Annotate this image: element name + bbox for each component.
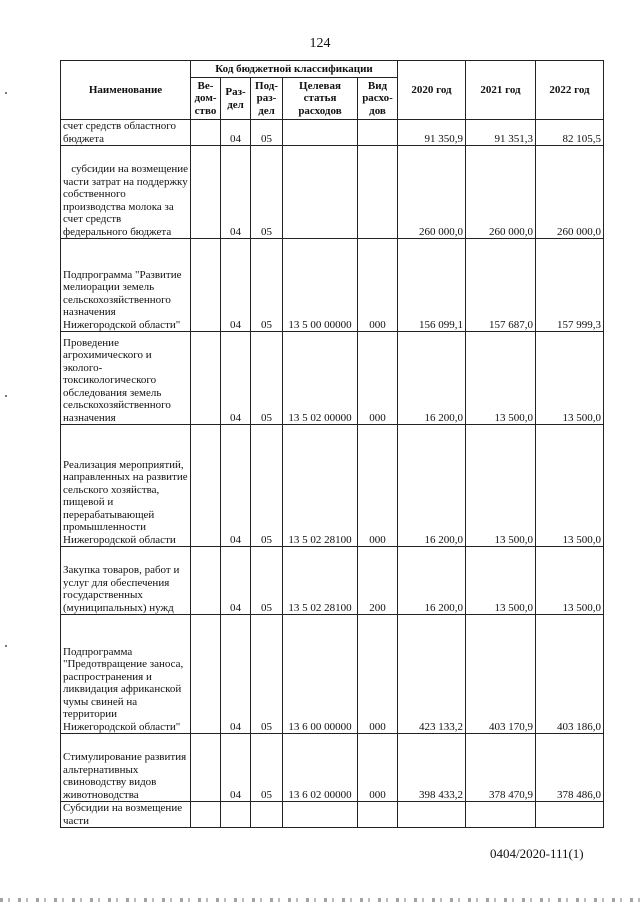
row-section: 04 [221,615,251,734]
row-expense-type: 200 [358,547,398,615]
row-target-article [283,802,358,828]
table-row [61,146,604,239]
row-expense-type [358,120,398,146]
row-expense-type: 000 [358,615,398,734]
row-2021: 13 500,0 [466,547,536,615]
row-name: Субсидии на возмещение части [61,802,191,828]
row-department [191,332,221,425]
table-row [61,332,604,425]
row-2022 [536,802,604,828]
row-subsection: 05 [251,120,283,146]
row-subsection: 05 [251,239,283,332]
row-subsection: 05 [251,615,283,734]
row-2020: 16 200,0 [398,332,466,425]
table-row [61,239,604,332]
row-target-article: 13 5 02 28100 [283,547,358,615]
scan-speck [5,645,7,647]
row-department [191,146,221,239]
budget-table [60,60,604,828]
scan-artifact-strip [0,898,640,902]
row-2021: 13 500,0 [466,332,536,425]
row-2022: 13 500,0 [536,547,604,615]
row-department [191,239,221,332]
header-section: Раз- дел [221,78,251,120]
row-target-article: 13 5 02 00000 [283,332,358,425]
row-2021: 403 170,9 [466,615,536,734]
row-section: 04 [221,734,251,802]
table-row [61,120,604,146]
header-department: Ве- дом- ство [191,78,221,120]
table-row [61,425,604,547]
row-department [191,120,221,146]
header-code-group: Код бюджетной классификации [191,61,398,78]
row-subsection [251,802,283,828]
row-department [191,547,221,615]
row-department [191,425,221,547]
row-name: субсидии на возмещение части затрат на поддержку собственного производства молока за счет средств федерального бюджета [61,146,191,239]
row-section: 04 [221,332,251,425]
row-target-article [283,120,358,146]
row-department [191,615,221,734]
table-row [61,734,604,802]
row-name: Подпрограмма "Развитие мелиорации земель сельскохозяйственного назначения Нижегородской области" [61,239,191,332]
row-2021: 13 500,0 [466,425,536,547]
header-name: Наименование [61,61,191,120]
row-section: 04 [221,120,251,146]
row-expense-type: 000 [358,734,398,802]
scan-speck [5,92,7,94]
row-2022: 13 500,0 [536,425,604,547]
row-name: Реализация мероприятий, направленных на развитие сельского хозяйства, пищевой и перерабатывающей промышленности Нижегородской области [61,425,191,547]
table-row [61,547,604,615]
header-year-2022: 2022 год [536,61,604,120]
row-2021: 260 000,0 [466,146,536,239]
row-2022: 157 999,3 [536,239,604,332]
scan-speck [5,395,7,397]
row-subsection: 05 [251,146,283,239]
row-2020: 423 133,2 [398,615,466,734]
row-target-article: 13 6 00 00000 [283,615,358,734]
row-name: Проведение агрохимического и эколого-токсикологического обследования земель сельскохозяйственного назначения [61,332,191,425]
row-2020: 156 099,1 [398,239,466,332]
row-department [191,802,221,828]
row-subsection: 05 [251,425,283,547]
row-2020: 16 200,0 [398,425,466,547]
row-2022: 82 105,5 [536,120,604,146]
row-target-article: 13 5 00 00000 [283,239,358,332]
row-2021: 378 470,9 [466,734,536,802]
row-2022: 378 486,0 [536,734,604,802]
row-expense-type: 000 [358,332,398,425]
page-number: 124 [309,36,331,51]
header-subsection: Под- раз- дел [251,78,283,120]
row-name: Стимулирование развития альтернативных свиноводству видов животноводства [61,734,191,802]
row-section: 04 [221,146,251,239]
row-2020 [398,802,466,828]
header-year-2021: 2021 год [466,61,536,120]
row-expense-type: 000 [358,239,398,332]
row-2020: 398 433,2 [398,734,466,802]
row-expense-type [358,146,398,239]
row-expense-type: 000 [358,425,398,547]
row-subsection: 05 [251,547,283,615]
row-target-article [283,146,358,239]
row-department [191,734,221,802]
table-row [61,615,604,734]
row-2022: 13 500,0 [536,332,604,425]
row-2020: 91 350,9 [398,120,466,146]
row-section: 04 [221,425,251,547]
row-subsection: 05 [251,734,283,802]
row-name: счет средств областного бюджета [61,120,191,146]
row-2021 [466,802,536,828]
header-expense-type: Вид расхо- дов [358,78,398,120]
row-2020: 260 000,0 [398,146,466,239]
row-name: Закупка товаров, работ и услуг для обеспечения государственных (муниципальных) нужд [61,547,191,615]
row-section: 04 [221,547,251,615]
table-row [61,802,604,828]
row-2020: 16 200,0 [398,547,466,615]
row-section: 04 [221,239,251,332]
row-2021: 157 687,0 [466,239,536,332]
row-target-article: 13 5 02 28100 [283,425,358,547]
header-year-2020: 2020 год [398,61,466,120]
row-section [221,802,251,828]
header-target-article: Целевая статья расходов [283,78,358,120]
row-name: Подпрограмма "Предотвращение заноса, распространения и ликвидация африканской чумы свиней на территории Нижегородской области" [61,615,191,734]
row-target-article: 13 6 02 00000 [283,734,358,802]
row-expense-type [358,802,398,828]
row-2022: 260 000,0 [536,146,604,239]
row-subsection: 05 [251,332,283,425]
row-2022: 403 186,0 [536,615,604,734]
row-2021: 91 351,3 [466,120,536,146]
document-code: 0404/2020-111(1) [490,846,584,861]
